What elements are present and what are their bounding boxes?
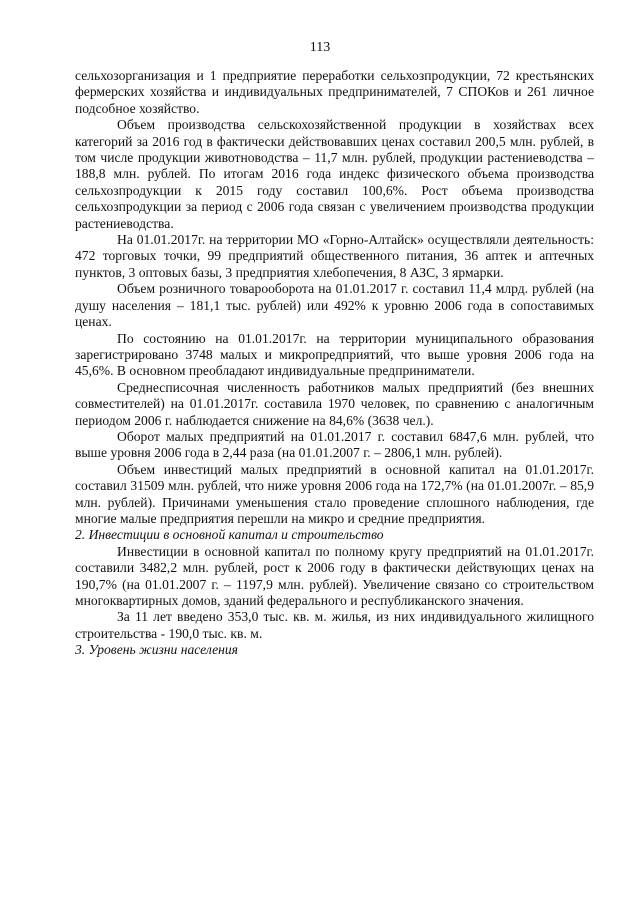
paragraph: Объем производства сельскохозяйственной продукции в хозяйствах всех категорий за 2016 год в фактически действовавших ценах составил 200,5 млн. рублей, в том числе продукции животноводства – 11,7 млн. рублей, продукции растениеводства – 188,8 млн. рублей. По итогам 2016 года индекс физического объема производства сельхозпродукции к 2015 году составил 100,6%. Рост объема производства сельхозпродукции за период с 2006 года связан с увеличением производства продукции растениеводства. (75, 117, 594, 231)
paragraph: сельхозорганизация и 1 предприятие переработки сельхозпродукции, 72 крестьянских фермерских хозяйства и индивидуальных предпринимателей, 7 СПОКов и 261 личное подсобное хозяйство. (75, 68, 594, 116)
section-heading: 3. Уровень жизни населения (75, 642, 238, 658)
paragraph: За 11 лет введено 353,0 тыс. кв. м. жилья, из них индивидуального жилищного строительства - 190,0 тыс. кв. м. (75, 609, 594, 641)
paragraph: Инвестиции в основной капитал по полному кругу предприятий на 01.01.2017г. составили 3482,2 млн. рублей, рост к 2006 году в фактически действующих ценах на 190,7% (на 01.01.2007 г. – 1197,9 млн. рублей). Увеличение связано со строительством многоквартирных домов, зданий федерального и республиканского значения. (75, 543, 594, 608)
paragraph: Объем розничного товарооборота на 01.01.2017 г. составил 11,4 млрд. рублей (на душу населения – 181,1 тыс. рублей) или 492% к уровню 2006 года в сопоставимых ценах. (75, 281, 594, 330)
paragraph: Среднесписочная численность работников малых предприятий (без внешних совместителей) на 01.01.2017г. составила 1970 человек, по сравнению с аналогичным периодом 2006 г. наблюдается снижение на 84,6% (3638 чел.). (75, 379, 594, 428)
paragraph: На 01.01.2017г. на территории МО «Горно-Алтайск» осуществляли деятельность: 472 торговых точки, 99 предприятий общественного питания, 36 аптек и аптечных пунктов, 3 оптовых базы, 3 предприятия хлебопечения, 8 АЗС, 3 ярмарки. (75, 232, 594, 280)
page-number: 113 (309, 40, 331, 55)
section-heading: 2. Инвестиции в основной капитал и строительство (75, 527, 384, 543)
paragraph: По состоянию на 01.01.2017г. на территории муниципального образования зарегистрировано 3748 малых и микропредприятий, что выше уровня 2006 года на 45,6%. В основном преобладают индивидуальные предприниматели. (75, 330, 594, 379)
document-body (75, 68, 594, 659)
paragraph: Оборот малых предприятий на 01.01.2017 г. составил 6847,6 млн. рублей, что выше уровня 2006 года в 2,44 раза (на 01.01.2007 г. – 2806,1 млн. рублей). (75, 428, 594, 461)
paragraph: Объем инвестиций малых предприятий в основной капитал на 01.01.2017г. составил 31509 млн. рублей, что ниже уровня 2006 года на 172,7% (на 01.01.2007г. – 85,9 млн. рублей). Причинами уменьшения стало проведение сплошного наблюдения, где многие малые предприятия перешли на микро и средние предприятия. (75, 461, 594, 526)
